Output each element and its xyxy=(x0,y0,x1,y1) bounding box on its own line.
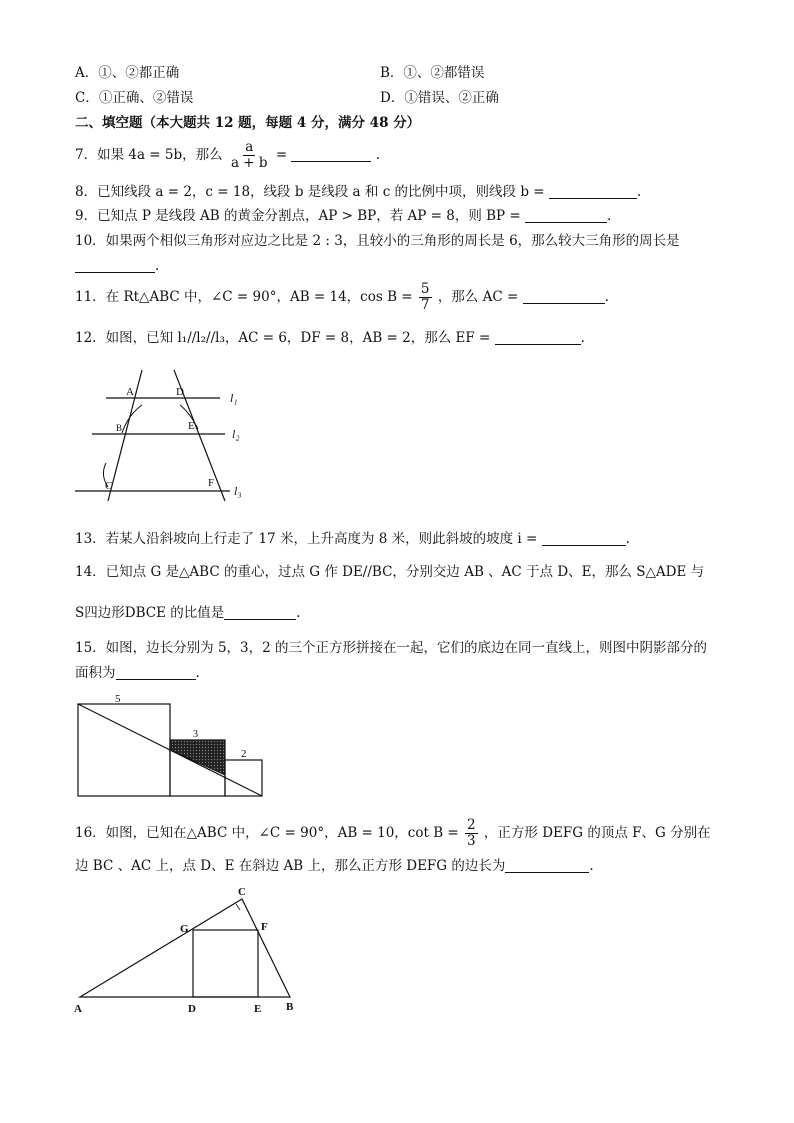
q11-pre: 11．在 Rt△ABC 中，∠C = 90°，AB = 14，cos B = xyxy=(75,289,417,305)
q11-answer-blank[interactable] xyxy=(523,289,605,304)
q13-end: . xyxy=(625,531,630,547)
question-16-line2 xyxy=(75,856,594,876)
q11-fraction xyxy=(419,282,432,313)
q15-end: . xyxy=(195,665,200,681)
label-a: A xyxy=(126,386,134,398)
question-8 xyxy=(75,182,641,202)
label-d: D xyxy=(176,386,184,398)
q8-answer-blank[interactable] xyxy=(549,184,637,199)
question-12 xyxy=(75,328,585,348)
q16-fraction xyxy=(465,818,478,849)
question-10: 10．如果两个相似三角形对应边之比是 2 : 3，且较小的三角形的周长是 6，那么较大三角形的周长是 xyxy=(75,233,680,249)
q7-den: a + b xyxy=(230,155,268,171)
question-13 xyxy=(75,529,630,549)
q8-end: . xyxy=(636,184,642,200)
q15-line2: 面积为 xyxy=(75,665,116,681)
label-side-5: 5 xyxy=(115,695,121,705)
figure-15-three-squares xyxy=(75,695,270,807)
q15-answer-blank[interactable] xyxy=(116,665,196,680)
label-b: B xyxy=(116,423,123,433)
q11-num: 5 xyxy=(420,281,430,297)
q13-answer-blank[interactable] xyxy=(542,531,626,546)
question-14-line2 xyxy=(75,603,301,623)
label-e: E xyxy=(188,420,195,432)
label-a: A xyxy=(74,1003,82,1015)
label-l1: l₁ xyxy=(230,391,238,405)
q7-pre: 7．如果 4a = 5b，那么 xyxy=(75,147,223,163)
q13-text: 13．若某人沿斜坡向上行走了 17 米，上升高度为 8 米，则此斜坡的坡度 i = xyxy=(75,531,542,547)
section-title: 二、填空题（本大题共 12 题，每题 4 分，满分 48 分） xyxy=(75,115,421,131)
q8-text: 8．已知线段 a = 2，c = 18，线段 b 是线段 a 和 c 的比例中项，则线段 b = xyxy=(75,184,549,200)
option-b: B．①、②都错误 xyxy=(380,65,485,81)
label-l3: l₃ xyxy=(234,484,242,498)
option-c: C．①正确、②错误 xyxy=(75,90,194,106)
q10-end: . xyxy=(155,258,160,274)
q16-end: . xyxy=(589,858,594,874)
label-f: F xyxy=(261,921,268,933)
q12-end: . xyxy=(580,330,585,346)
q16-answer-blank[interactable] xyxy=(505,858,589,873)
option-d: D．①错误、②正确 xyxy=(380,90,499,106)
q16-post: ，正方形 DEFG 的顶点 F、G 分别在 xyxy=(483,825,711,841)
question-14: 14．已知点 G 是△ABC 的重心，过点 G 作 DE//BC，分别交边 AB 、AC 于点 D、E，那么 S△ADE 与 xyxy=(75,564,705,580)
q16-den: 3 xyxy=(467,833,476,849)
label-l2: l₂ xyxy=(232,427,240,441)
square-2 xyxy=(225,760,262,796)
q9-end: . xyxy=(607,208,612,224)
transversal-ac xyxy=(108,370,142,501)
question-15-line2 xyxy=(75,663,200,683)
figure-12-parallel-lines xyxy=(70,365,260,505)
q12-answer-blank[interactable] xyxy=(495,330,581,345)
square-defg xyxy=(193,930,258,997)
question-16 xyxy=(75,818,711,849)
q7-end: . xyxy=(375,147,381,163)
question-15: 15．如图，边长分别为 5，3，2 的三个正方形拼接在一起，它们的底边在同一直线上，则图中阴影部分的 xyxy=(75,640,708,656)
question-7 xyxy=(75,140,380,171)
label-e: E xyxy=(254,1003,262,1015)
square-5 xyxy=(78,704,170,796)
label-side-2: 2 xyxy=(241,748,247,760)
label-c: C xyxy=(105,480,113,492)
q11-end: . xyxy=(604,289,609,305)
question-9 xyxy=(75,206,611,226)
q16-line2: 边 BC 、AC 上，点 D、E 在斜边 AB 上，那么正方形 DEFG 的边长为 xyxy=(75,858,506,874)
shaded-region xyxy=(170,740,225,775)
q7-num: a xyxy=(245,139,254,155)
q16-num: 2 xyxy=(467,817,476,833)
figure-16-triangle-square xyxy=(70,884,310,1019)
q11-post: ，那么 AC = xyxy=(437,289,523,305)
q14-line2: S四边形DBCE 的比值是 xyxy=(75,605,225,621)
question-11 xyxy=(75,282,609,313)
q7-post: = xyxy=(275,147,292,163)
q9-answer-blank[interactable] xyxy=(525,208,607,223)
q16-pre: 16．如图，已知在△ABC 中，∠C = 90°，AB = 10，cot B = xyxy=(75,825,464,841)
q7-answer-blank[interactable] xyxy=(291,147,371,162)
label-side-3: 3 xyxy=(193,729,198,740)
right-angle-mark-c xyxy=(236,904,240,910)
q9-text: 9．已知点 P 是线段 AB 的黄金分割点，AP > BP，若 AP = 8，则 BP = xyxy=(75,208,526,224)
label-b: B xyxy=(286,1001,294,1013)
question-10-line2 xyxy=(75,256,159,276)
q14-answer-blank[interactable] xyxy=(224,605,296,620)
option-a: A．①、②都正确 xyxy=(75,65,180,81)
label-f: F xyxy=(208,477,215,489)
q10-answer-blank[interactable] xyxy=(75,258,155,273)
label-d: D xyxy=(188,1003,196,1015)
q14-end: . xyxy=(296,605,301,621)
q11-den: 7 xyxy=(420,297,430,313)
q12-text: 12．如图，已知 l₁//l₂//l₃，AC = 6，DF = 8，AB = 2，那么 EF = xyxy=(75,330,495,346)
label-c: C xyxy=(238,886,246,898)
label-g: G xyxy=(180,923,189,935)
q7-fraction xyxy=(229,140,270,171)
